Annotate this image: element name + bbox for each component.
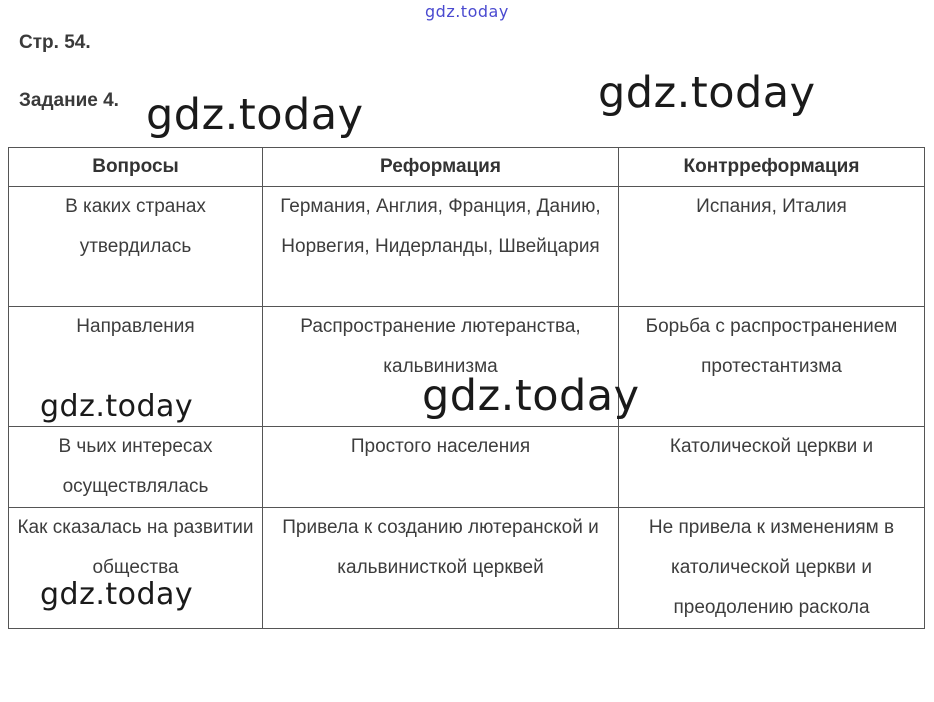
watermark-large: gdz.today — [598, 68, 816, 118]
question-cell: Направления — [9, 307, 263, 427]
question-cell: В чьих интересах осуществлялась — [9, 427, 263, 508]
reformation-cell: Германия, Англия, Франция, Данию, Норвегия, Нидерланды, Швейцария — [263, 187, 619, 307]
question-cell: В каких странах утвердилась — [9, 187, 263, 307]
header-counter-reformation: Контрреформация — [619, 148, 925, 187]
watermark-large: gdz.today — [422, 371, 640, 421]
page-number-heading: Стр. 54. — [19, 32, 91, 53]
watermark-small: gdz.today — [40, 577, 194, 612]
counter-reformation-cell: Борьба с распространением протестантизма — [619, 307, 925, 427]
watermark-top: gdz.today — [425, 2, 509, 21]
header-questions: Вопросы — [9, 148, 263, 187]
watermark-small: gdz.today — [40, 389, 194, 424]
table-header-row — [9, 148, 925, 187]
watermark-large: gdz.today — [146, 90, 364, 140]
table-row — [9, 427, 925, 508]
reformation-cell: Простого населения — [263, 427, 619, 508]
table-row — [9, 187, 925, 307]
counter-reformation-cell: Испания, Италия — [619, 187, 925, 307]
question-cell: Как сказалась на развитии общества — [9, 508, 263, 629]
counter-reformation-cell: Католической церкви и — [619, 427, 925, 508]
reformation-cell: Распространение лютеранства, кальвинизма — [263, 307, 619, 427]
task-heading: Задание 4. — [19, 90, 119, 111]
reformation-cell: Привела к созданию лютеранской и кальвинисткой церквей — [263, 508, 619, 629]
header-reformation: Реформация — [263, 148, 619, 187]
counter-reformation-cell: Не привела к изменениям в католической церкви и преодолению раскола — [619, 508, 925, 629]
